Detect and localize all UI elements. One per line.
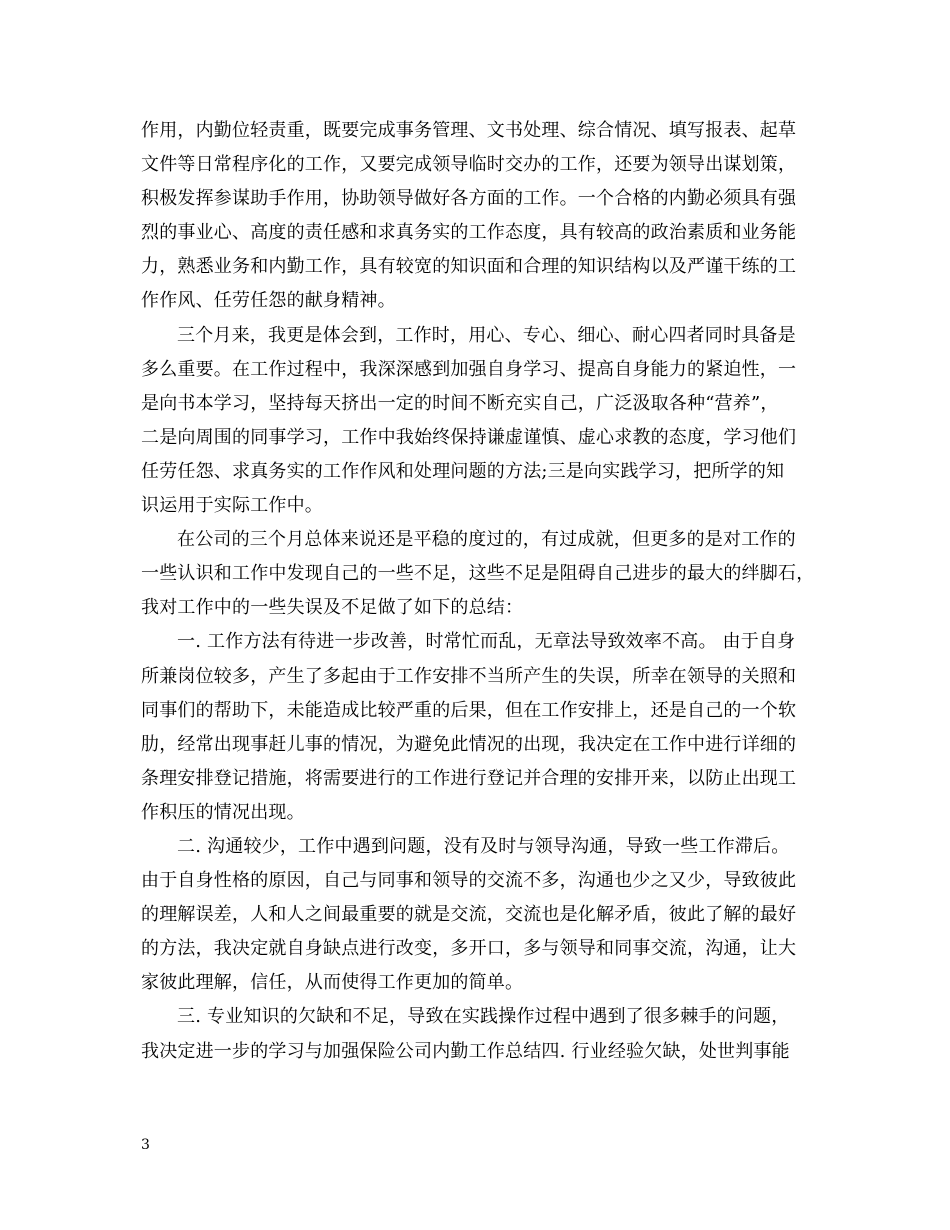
text-line: 一些认识和工作中发现自己的一些不足，这些不足是阻碍自己进步的最大的绊脚石， <box>141 563 815 585</box>
text-line: 识运用于实际工作中。 <box>141 495 323 517</box>
text-line: 我对工作中的一些失误及不足做了如下的总结： <box>141 597 524 619</box>
text-line: 的方法，我决定就自身缺点进行改变，多开口，多与领导和同事交流，沟通，让大 <box>141 938 797 960</box>
text-line: 任劳任怨、求真务实的工作作风和处理问题的方法;三是向实践学习，把所学的知 <box>141 460 785 482</box>
text-line: 作作风、任劳任怨的献身精神。 <box>141 290 396 312</box>
text-line: 力，熟悉业务和内勤工作，具有较宽的知识面和合理的知识结构以及严谨干练的工 <box>141 256 797 278</box>
text-line: 同事们的帮助下，未能造成比较严重的后果，但在工作安排上，还是自己的一个软 <box>141 699 797 721</box>
text-line: 积极发挥参谋助手作用，协助领导做好各方面的工作。一个合格的内勤必须具有强 <box>141 188 797 210</box>
text-line: 肋，经常出现事赶儿事的情况，为避免此情况的出现，我决定在工作中进行详细的 <box>141 733 797 755</box>
text-line: 一. 工作方法有待进一步改善，时常忙而乱，无章法导致效率不高。 由于自身 <box>177 631 796 653</box>
text-line: 所兼岗位较多，产生了多起由于工作安排不当所产生的失误，所幸在领导的关照和 <box>141 665 797 687</box>
text-line: 作积压的情况出现。 <box>141 801 305 823</box>
text-line: 三个月来，我更是体会到，工作时，用心、专心、细心、耐心四者同时具备是 <box>177 324 796 346</box>
text-line: 二是向周围的同事学习，工作中我始终保持谦虚谨慎、虚心求教的态度，学习他们 <box>141 426 797 448</box>
text-line: 在公司的三个月总体来说还是平稳的度过的，有过成就，但更多的是对工作的 <box>177 529 796 551</box>
text-line: 条理安排登记措施，将需要进行的工作进行登记并合理的安排开来，以防止出现工 <box>141 767 797 789</box>
text-line: 的理解误差，人和人之间最重要的就是交流，交流也是化解矛盾，彼此了解的最好 <box>141 904 797 926</box>
text-line: 文件等日常程序化的工作，又要完成领导临时交办的工作，还要为领导出谋划策， <box>141 154 797 176</box>
text-line: 作用，内勤位轻责重，既要完成事务管理、文书处理、综合情况、填写报表、起草 <box>141 120 797 141</box>
page-number: 3 <box>141 1137 150 1153</box>
text-line: 二. 沟通较少，工作中遇到问题，没有及时与领导沟通，导致一些工作滞后。 <box>177 835 790 857</box>
text-line: 由于自身性格的原因，自己与同事和领导的交流不多，沟通也少之又少，导致彼此 <box>141 870 797 892</box>
text-line: 三. 专业知识的欠缺和不足，导致在实践操作过程中遇到了很多棘手的问题， <box>177 1006 790 1028</box>
text-line: 多么重要。在工作过程中，我深深感到加强自身学习、提高自身能力的紧迫性，一 <box>141 358 797 380</box>
text-line: 烈的事业心、高度的责任感和求真务实的工作态度，具有较高的政治素质和业务能 <box>141 222 797 244</box>
text-line: 是向书本学习，坚持每天挤出一定的时间不断充实自己，广泛汲取各种“营养”， <box>141 392 779 414</box>
text-line: 家彼此理解，信任，从而使得工作更加的简单。 <box>141 972 524 994</box>
body-text <box>141 114 821 1069</box>
text-line: 我决定进一步的学习与加强保险公司内勤工作总结四. 行业经验欠缺，处世判事能 <box>141 1040 790 1062</box>
